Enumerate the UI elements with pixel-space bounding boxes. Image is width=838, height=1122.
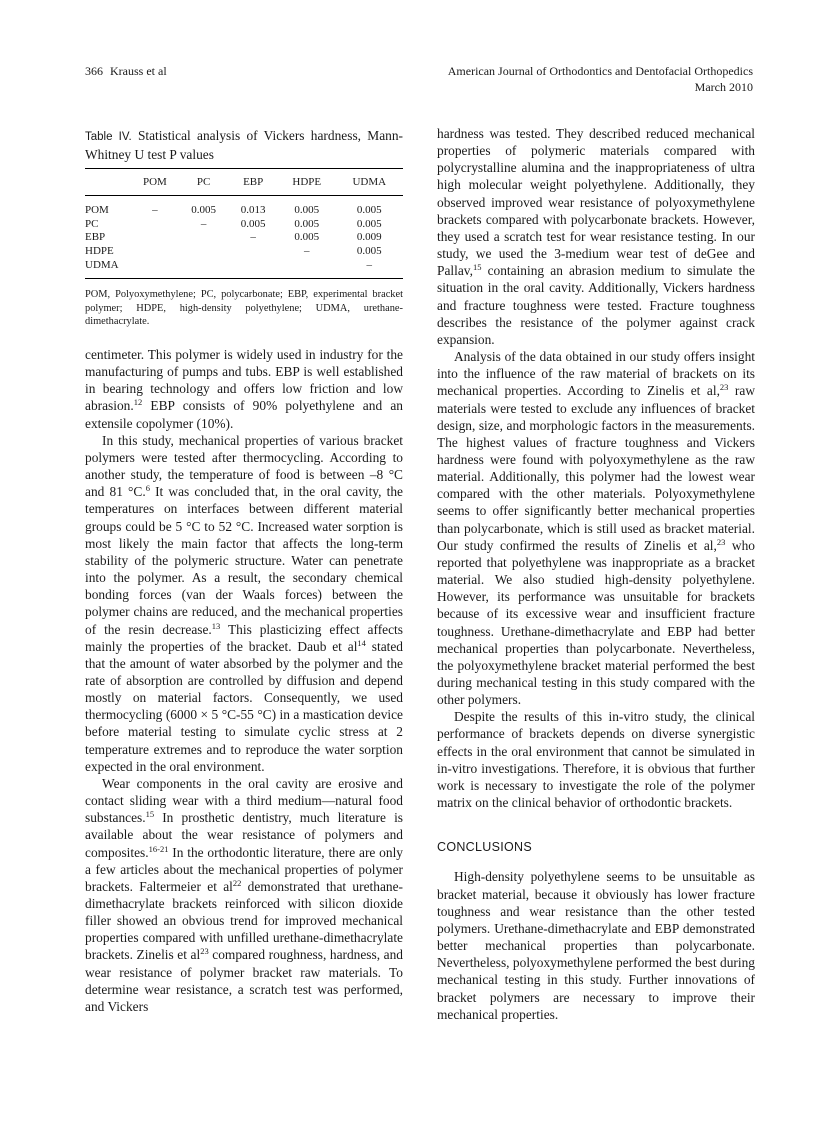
table-cell <box>131 259 179 279</box>
table-cell <box>228 259 278 279</box>
table-row <box>85 245 403 259</box>
table-row <box>85 196 403 218</box>
citation-superscript: 23 <box>719 382 729 393</box>
table-cell <box>179 231 229 245</box>
table-cell: – <box>152 204 158 217</box>
body-paragraph <box>85 432 403 775</box>
citation-superscript: 13 <box>211 620 221 631</box>
table-cell: – <box>200 217 207 230</box>
running-header-left <box>85 63 167 79</box>
section-heading-conclusions: CONCLUSIONS <box>437 840 532 855</box>
table-block <box>85 127 403 328</box>
issue-date: March 2010 <box>694 80 753 94</box>
table-cell: 0.005 <box>191 204 216 217</box>
paragraph-text: In the orthodontic literature, there are only a few articles about the mechanical properties of polymer brackets. Faltermeier et al <box>85 844 403 894</box>
table-row <box>85 259 403 279</box>
table-cell <box>179 245 229 259</box>
table-cell <box>131 231 179 245</box>
paragraph-text: who reported that polyethylene was inappropriate as a bracket material. We also studied high-density polyethylene. However, its performance was unsuitable for brackets because of its excessive wear and insufficient fracture toughness. Urethane-dimethacrylate and EBP had better mechanical properties than polycarbonate. Nevertheless, the polyoxymethylene bracket material performed the best during mechanical testing in this study compared with the other polymers. <box>437 537 755 708</box>
table-cell <box>179 259 229 279</box>
citation-superscript: 15 <box>145 809 155 820</box>
paragraph-text: Wear components in the oral cavity are erosive and contact sliding wear with a third medium—natural food substances. <box>85 775 403 826</box>
table-cell: 0.005 <box>294 231 320 244</box>
row-label: PC <box>85 217 99 230</box>
table-title: Statistical analysis of Vickers hardness, Mann-Whitney U test P values <box>85 128 403 162</box>
citation-superscript: 14 <box>357 637 366 648</box>
page-number: 366 <box>85 64 103 78</box>
paragraph-text: stated that the amount of water absorbed by the polymer and the rate of absorption are controlled by diffusion and depend mostly on material factors. Consequently, we used thermocycling (6000 × 5 °C-55 °C) in a mastication device before material testing to simulate cyclic stress at 2 temperature extremes and to reproduce the water sorption expected in the oral environment. <box>85 638 403 774</box>
left-column-body <box>85 346 403 1015</box>
paragraph-text: High-density polyethylene seems to be unsuitable as bracket material, because it obviously has lower fracture toughness and wear resistance than the other tested polymers. Urethane-dimethacrylate and EBP demonstrated better mechanical properties than polycarbonate. Nevertheless, polyoxymethylene performed the best during mechanical testing in this study. Further innovations of bracket polymers are necessary to improve their mechanical properties. <box>437 869 755 1022</box>
table-cell: 0.005 <box>356 217 382 230</box>
table-cell <box>278 259 336 279</box>
body-paragraph <box>85 775 403 1015</box>
table-cell: 0.005 <box>240 217 266 230</box>
body-paragraph <box>85 346 403 432</box>
paragraph-text: compared roughness, hardness, and wear resistance of polymer bracket raw materials. To determine wear resistance, a scratch test was performed, and Vickers <box>85 947 403 1014</box>
citation-superscript: 6 <box>145 483 150 494</box>
table-cell: – <box>304 244 310 257</box>
running-authors: Krauss et al <box>110 64 167 78</box>
body-paragraph <box>437 348 755 708</box>
table-cell <box>228 245 278 259</box>
statistics-table <box>85 168 403 279</box>
table-cell: 0.009 <box>356 231 382 244</box>
paragraph-text: EBP consists of 90% polyethylene and an extensile copolymer (10%). <box>85 398 403 431</box>
row-label: EBP <box>85 231 106 244</box>
table-caption <box>85 127 403 163</box>
body-paragraph <box>437 708 755 811</box>
left-paragraphs <box>85 346 403 1015</box>
table-cell: – <box>336 259 403 279</box>
paragraph-text: In this study, mechanical properties of various bracket polymers were tested after thermocycling. According to another study, the temperature of food is between –8 °C and 81 °C. <box>85 432 403 500</box>
citation-superscript: 16-21 <box>148 843 169 854</box>
paragraph-text: Despite the results of this in-vitro study, the clinical performance of brackets depends on diverse synergistic effects in the oral environment that cannot be simulated in in-vitro investigations. Therefore, it is obvious that further work is necessary to investigate the role of the polymer matrix on the clinical behavior of orthodontic brackets. <box>437 709 755 811</box>
running-header-right <box>448 63 753 95</box>
paragraph-text: It was concluded that, in the oral cavity, the temperatures on interfaces between different material groups could be 5 °C to 52 °C. Increased water sorption is most likely the main factor that affects the long-term stability of the polymeric structure. Water can penetrate into the polymer. As a result, the secondary chemical bonding forces (van der Waals forces) between the polymer chains are reduced, and the mechanical properties of the resin decrease. <box>85 484 403 637</box>
paragraph-text: raw materials were tested to exclude any influences of bracket design, size, and morphologic factors in the measurements. The highest values of fracture toughness and Vickers hardness were found with polyoxymethylene as the raw material. Additionally, this polymer had the lowest wear compared with the other materials. Polyoxymethylene seems to offer significantly better mechanical properties than polycarbonate, which is still used as bracket material. Our study confirmed the results of Zinelis et al, <box>437 383 755 553</box>
table-row <box>85 218 403 232</box>
table-cell <box>131 218 179 232</box>
citation-superscript: 23 <box>716 536 726 547</box>
table-cell: 0.013 <box>240 204 266 217</box>
table-header-cell: POM <box>131 169 179 196</box>
citation-superscript: 15 <box>472 262 482 273</box>
table-cell: 0.005 <box>356 204 382 217</box>
table-header-cell: UDMA <box>336 169 403 196</box>
body-paragraph <box>437 868 755 1022</box>
paragraph-text: Analysis of the data obtained in our study offers insight into the influence of the raw material of brackets on its mechanical properties. According to Zinelis et al, <box>437 349 755 399</box>
right-paragraphs <box>437 125 755 811</box>
right-column-body <box>437 125 755 1023</box>
table-header-cell: EBP <box>228 169 278 196</box>
row-label: HDPE <box>85 244 114 257</box>
table-cell: 0.005 <box>356 244 382 257</box>
table-cell: – <box>250 231 256 244</box>
row-label: POM <box>85 204 109 217</box>
table-header-cell <box>85 169 131 196</box>
table-footnote: POM, Polyoxymethylene; PC, polycarbonate; EBP, experimental bracket polymer; HDPE, high-density polyethylene; UDMA, urethane-dimethacrylate. <box>85 289 403 327</box>
table-cell: 0.005 <box>294 204 320 217</box>
row-label: UDMA <box>85 259 131 279</box>
citation-superscript: 12 <box>133 397 143 408</box>
paragraph-text: hardness was tested. They described reduced mechanical properties of polymeric materials compared with polycrystalline alumina and the inappropriateness of ultra high molecular weight polyethylene. Additionally, they observed improved wear resistance of polyoxymethylene brackets compared with polycarbonate brackets. However, they used a scratch test for wear resistance testing. In our study, we used the 3-medium wear test of deGee and Pallav, <box>437 126 755 279</box>
paragraph-text: In prosthetic dentistry, much literature is available about the wear resistance of polymers and composites. <box>85 810 403 860</box>
paragraph-text: centimeter. This polymer is widely used in industry for the manufacturing of pumps and tubs. EBP is well established in bearing technology and offers low friction and low abrasion. <box>85 347 403 414</box>
conclusions-paragraphs <box>437 868 755 1022</box>
table-header-row <box>85 169 403 196</box>
table-header-cell: HDPE <box>278 169 336 196</box>
paragraph-text: This plasticizing effect affects mainly the properties of the bracket. Daub et al <box>85 621 403 654</box>
body-paragraph <box>437 125 755 348</box>
paragraph-text: containing an abrasion medium to simulate the situation in the oral cavity. Additionally, Vickers hardness and fracture toughness were tested. Fracture toughness describes the resistance of the polymer against crack expansion. <box>437 263 755 347</box>
table-label: Table IV. <box>85 131 132 143</box>
table-cell <box>131 245 179 259</box>
table-row <box>85 231 403 245</box>
citation-superscript: 22 <box>232 877 242 888</box>
citation-superscript: 23 <box>200 946 209 957</box>
table-cell: 0.005 <box>294 217 320 230</box>
journal-name: American Journal of Orthodontics and Dentofacial Orthopedics <box>447 64 753 78</box>
paragraph-text: demonstrated that urethane-dimethacrylate brackets reinforced with silicon dioxide filler showed an obvious trend for improved mechanical properties compared with unfilled urethane-dimethacrylate brackets. Zinelis et al <box>85 878 403 963</box>
table-header-cell: PC <box>179 169 229 196</box>
